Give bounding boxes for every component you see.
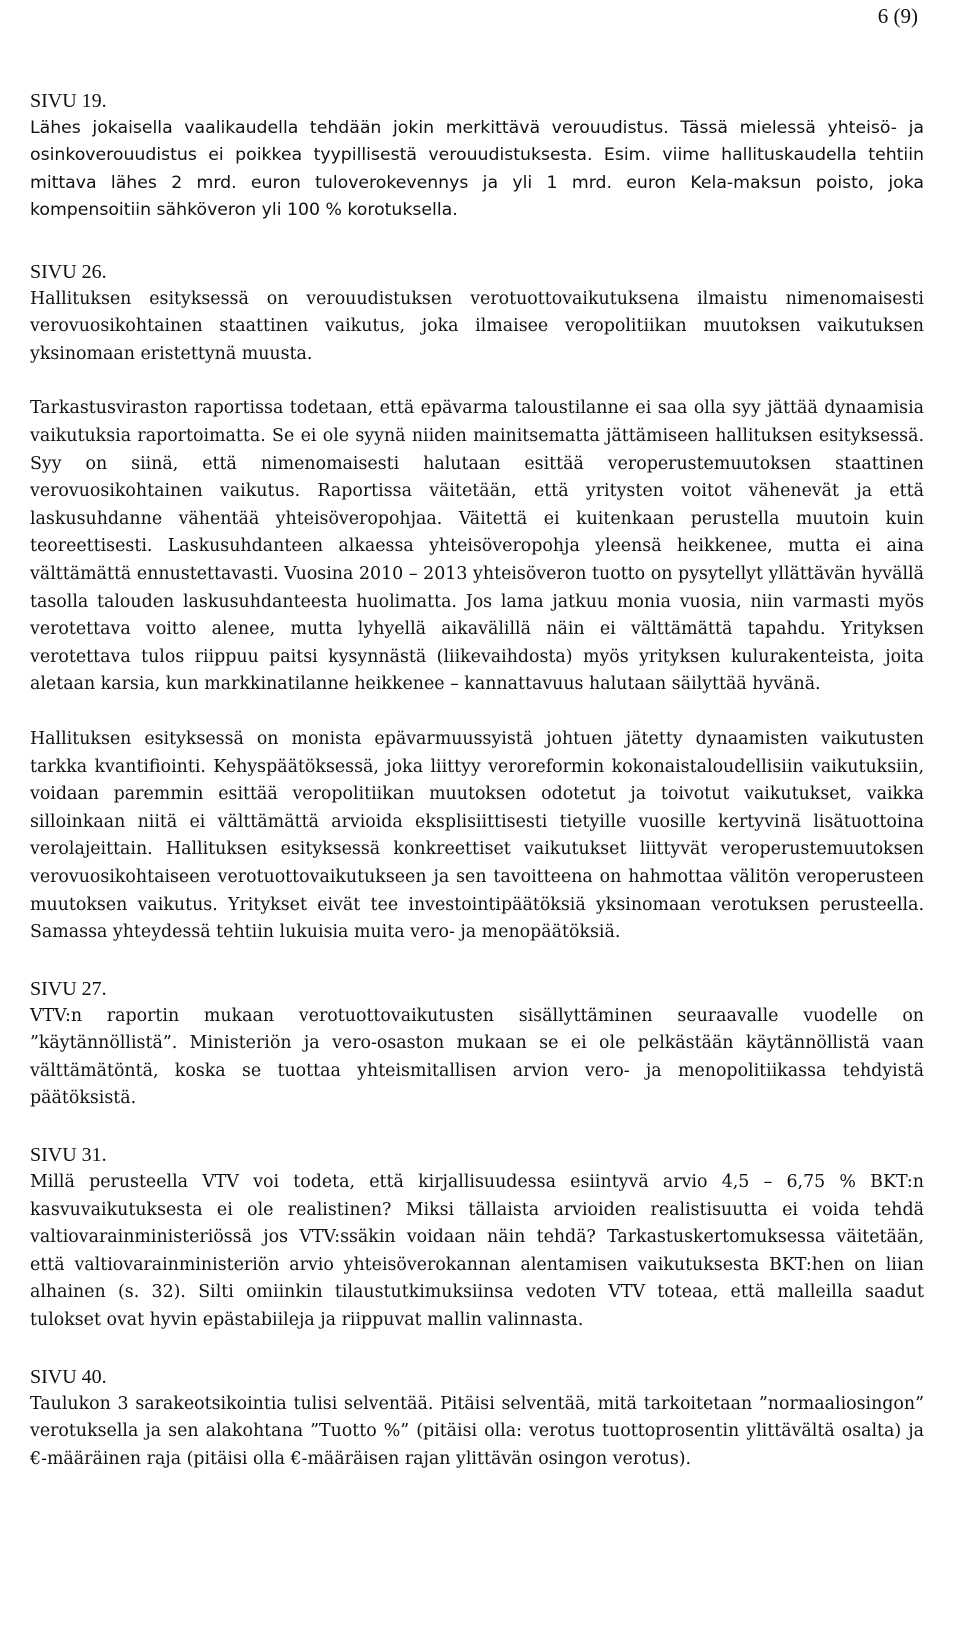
- section-heading: SIVU 40.: [30, 1365, 107, 1388]
- section-heading: SIVU 31.: [30, 1144, 107, 1167]
- paragraph: VTV:n raportin mukaan verotuottovaikutusten sisällyttäminen seuraavalle vuodelle on ”käytännöllistä”. Ministeriön ja vero-osaston mukaan se ei ole pelkästään käytännöllistä vaan välttämätöntä, koska se tuottaa yhteismitallisen arvion vero- ja menopolitiikassa tehdyistä päätöksistä.: [30, 1005, 924, 1109]
- section-sivu-31: [30, 1142, 924, 1335]
- section-heading: SIVU 26.: [30, 260, 107, 283]
- paragraph: Hallituksen esityksessä on monista epävarmuussyistä johtuen jätetty dynaamisten vaikutusten tarkka kvantifiointi. Kehyspäätöksessä, joka liittyy veroreformin kokonaistaloudellisiin vaikutuksiin, voidaan paremmin esittää veropolitiikan muutoksen odotetut ja toivotut vaikutukset, vaikka silloinkaan niitä ei välttämättä arvioida eksplisiittisesti tietyille vuosille kertyvinä lisätuottoina verolajeittain. Hallituksen esityksessä konkreettiset vaikutukset liittyvät veroperustemuutoksen verovuosikohtaiseen verotuottovaikutukseen ja sen tavoitteena on hahmottaa välitön veroperusteen muutoksen vaikutus. Yritykset eivät tee investointipäätöksiä yksinomaan verotuksen perusteella. Samassa yhteydessä tehtiin lukuisia muita vero- ja menopäätöksiä.: [30, 728, 924, 943]
- section-sivu-27: [30, 976, 924, 1113]
- section-sivu-40: [30, 1364, 924, 1474]
- section-sivu-19: [30, 88, 924, 225]
- paragraph: Hallituksen esityksessä on verouudistuksen verotuottovaikutuksena ilmaistu nimenomaisesti verovuosikohtainen staattinen vaikutus, joka ilmaisee veropolitiikan muutoksen vaikutuksen yksinomaan eristettynä muusta.: [30, 288, 924, 364]
- page-number: 6 (9): [877, 4, 918, 28]
- section-heading: SIVU 19.: [30, 90, 107, 112]
- section-heading: SIVU 27.: [30, 977, 107, 1000]
- paragraph: Millä perusteella VTV voi todeta, että kirjallisuudessa esiintyvä arvio 4,5 – 6,75 % BKT:n kasvuvaikutuksesta ei ole realistinen? Miksi tällaista arvioiden realistisuutta ei voida tehdä valtiovarainministeriössä jos VTV:ssäkin voidaan näin tehdä? Tarkastuskertomuksessa väitetään, että valtiovarainministeriön arvio yhteisöverokannan alentamisen vaikutuksesta BKT:hen on liian alhainen (s. 32). Silti omiinkin tilaustutkimuksiinsa vedoten VTV toteaa, että malleilla saadut tulokset ovat hyvin epästabiileja ja riippuvat mallin valinnasta.: [30, 1172, 924, 1331]
- document-body: [30, 88, 924, 1473]
- paragraph: Taulukon 3 sarakeotsikointia tulisi selventää. Pitäisi selventää, mitä tarkoitetaan ”normaaliosingon” verotuksella ja sen alakohtana ”Tuotto %” (pitäisi olla: verotus tuottoprosentin ylittävältä osalta) ja €-määräinen raja (pitäisi olla €-määräisen rajan ylittävän osingon verotus).: [30, 1393, 924, 1469]
- section-sivu-26: [30, 259, 924, 947]
- paragraph: Tarkastusviraston raportissa todetaan, että epävarma taloustilanne ei saa olla syy jättää dynaamisia vaikutuksia raportoimatta. Se ei ole syynä niiden mainitsematta jättämiseen hallituksen esityksessä. Syy on siinä, että nimenomaisesti halutaan esittää veroperustemuutoksen staattinen verovuosikohtainen vaikutus. Raportissa väitetään, että yritysten voitot vähenevät ja että laskusuhdanne vähentää yhteisöveropohjaa. Väitettä ei kuitenkaan perustella muutoin kuin teoreettisesti. Laskusuhdanteen alkaessa yhteisöveropohja yleensä heikkenee, mutta ei aina välttämättä ennustettavasti. Vuosina 2010 – 2013 yhteisöveron tuotto on pysytellyt yllättävän hyvällä tasolla talouden laskusuhdanteesta huolimatta. Jos lama jatkuu monia vuosia, niin varmasti myös verotettava voitto alenee, mutta lyhyellä aikavälillä näin ei välttämättä tapahdu. Yrityksen verotettava tulos riippuu paitsi kysynnästä (liikevaihdosta) myös yrityksen kulurakenteista, joita aletaan karsia, kun markkinatilanne heikkenee – kannattavuus halutaan säilyttää hyvänä.: [30, 398, 924, 695]
- paragraph: Lähes jokaisella vaalikaudella tehdään jokin merkittävä verouudistus. Tässä mielessä yhteisö- ja osinkoverouudistus ei poikkea tyypillisestä verouudistuksesta. Esim. viime hallituskaudella tehtiin mittava lähes 2 mrd. euron tuloverokevennys ja yli 1 mrd. euron Kela-maksun poisto, joka kompensoitiin sähköveron yli 100 % korotuksella.: [30, 118, 924, 221]
